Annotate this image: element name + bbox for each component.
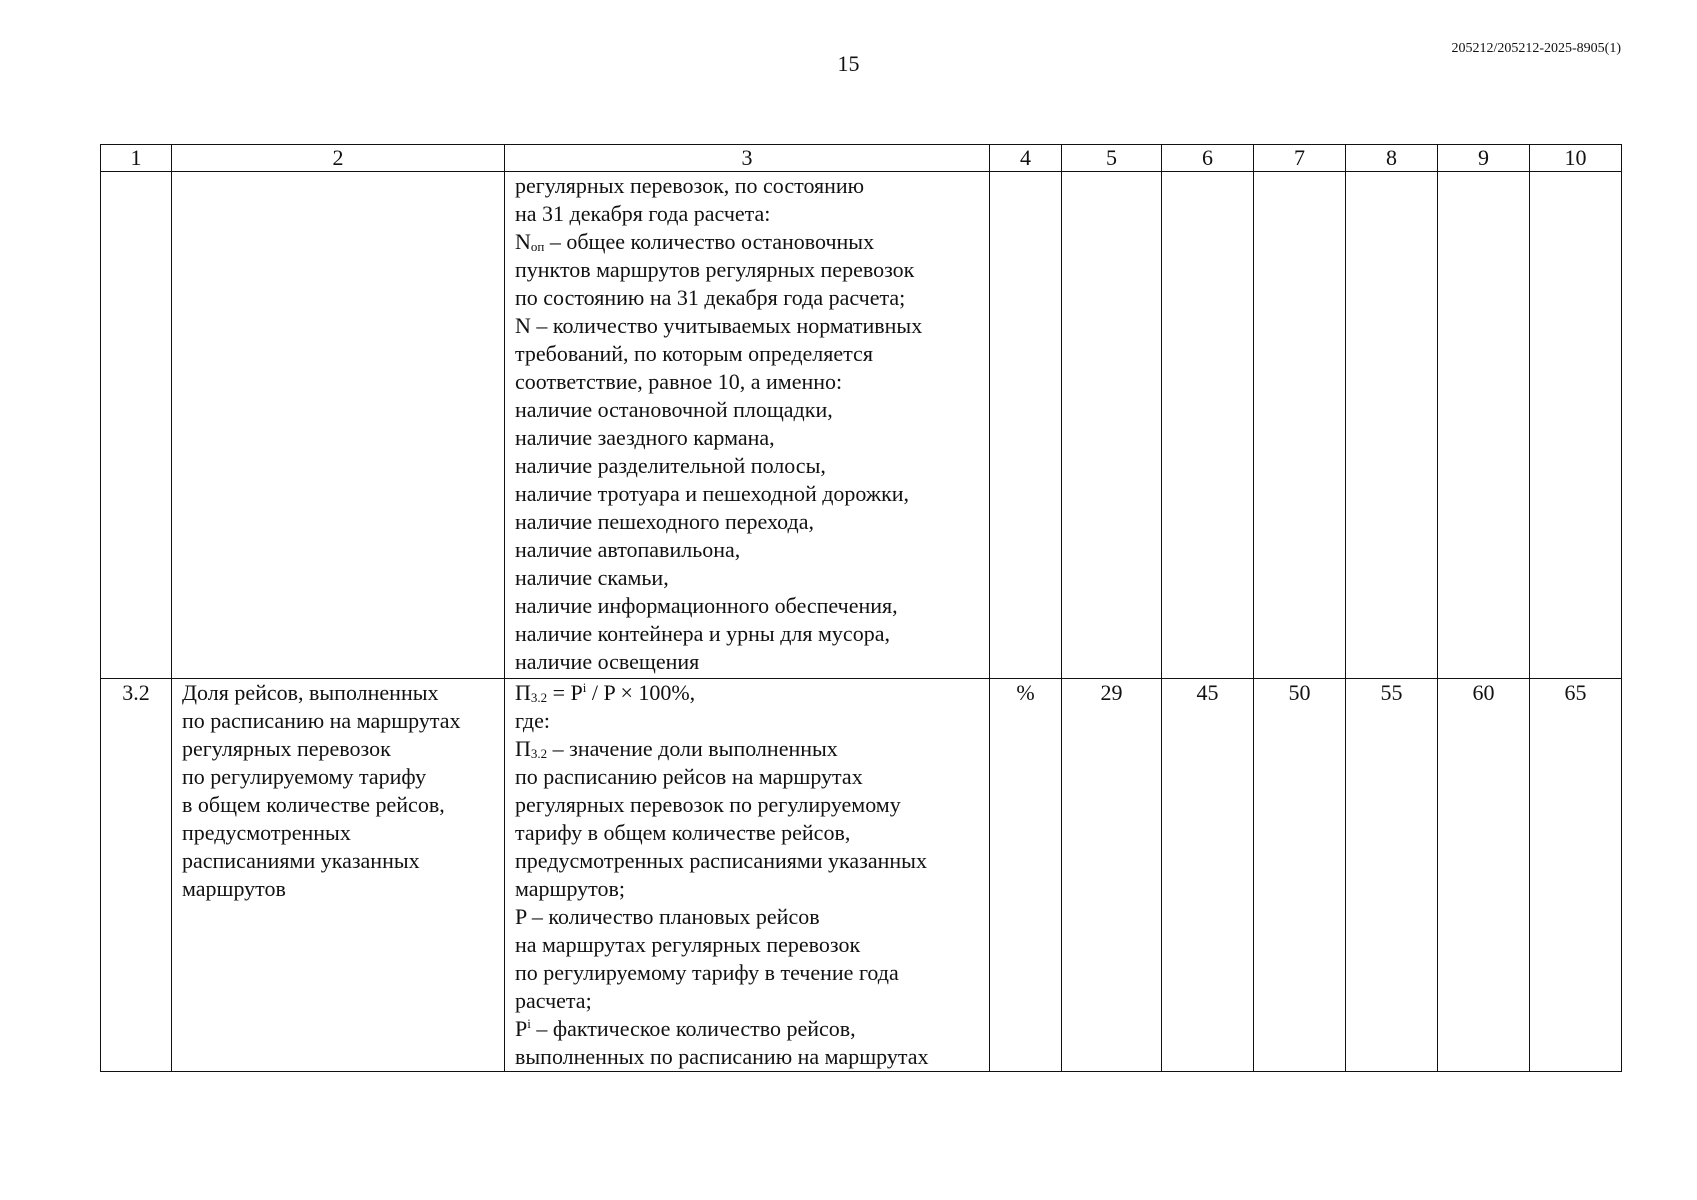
- text-line: соответствие, равное 10, а именно:: [515, 369, 843, 394]
- text-line: регулярных перевозок, по состоянию: [515, 173, 865, 198]
- column-header-4: 4: [990, 145, 1062, 172]
- row1-value-cell: [1530, 172, 1622, 679]
- text-line: по состоянию на 31 декабря года расчета;: [515, 285, 906, 310]
- row1-value-cell: [1254, 172, 1346, 679]
- row2-value-col5: 29: [1062, 679, 1162, 1072]
- text-line: наличие заездного кармана,: [515, 425, 775, 450]
- column-number-row: [101, 145, 1622, 172]
- text-line: по расписанию на маршрутах: [182, 708, 461, 733]
- row1-value-cell: [1346, 172, 1438, 679]
- formula: $П_{3.2} = P^i / P \times 100\%$,: [515, 680, 696, 705]
- text-line: по регулируемому тарифу в течение года: [515, 960, 899, 985]
- text-line: маршрутов;: [515, 876, 626, 901]
- text-line: наличие пешеходного перехода,: [515, 509, 815, 534]
- row2-number-cell: 3.2: [101, 679, 172, 1072]
- text-line: P – количество плановых рейсов: [515, 904, 820, 929]
- row1-formula-cell: [505, 172, 990, 679]
- column-header-5: 5: [1062, 145, 1162, 172]
- text-line: наличие освещения: [515, 649, 700, 674]
- text-line: пунктов маршрутов регулярных перевозок: [515, 257, 915, 282]
- text-line: наличие автопавильона,: [515, 537, 741, 562]
- indicators-table: [100, 144, 1622, 1072]
- text-line: наличие остановочной площадки,: [515, 397, 833, 422]
- row1-number-cell: [101, 172, 172, 679]
- text-line: регулярных перевозок: [182, 736, 391, 761]
- column-header-6: 6: [1162, 145, 1254, 172]
- text-line: регулярных перевозок по регулируемому: [515, 792, 901, 817]
- text-line: тарифу в общем количестве рейсов,: [515, 820, 851, 845]
- text-line: по регулируемому тарифу: [182, 764, 427, 789]
- column-header-8: 8: [1346, 145, 1438, 172]
- column-header-2: 2: [172, 145, 505, 172]
- column-header-10: 10: [1530, 145, 1622, 172]
- definition-p32: $П_{3.2}$ – значение доли выполненных: [515, 736, 838, 761]
- row2-value-col6: 45: [1162, 679, 1254, 1072]
- row2-formula-cell: [505, 679, 990, 1072]
- row2-value-col10: 65: [1530, 679, 1622, 1072]
- text-line: расчета;: [515, 988, 592, 1013]
- text-line: наличие разделительной полосы,: [515, 453, 826, 478]
- row1-name-cell: [172, 172, 505, 679]
- text-line: в общем количестве рейсов,: [182, 792, 445, 817]
- text-line: на 31 декабря года расчета:: [515, 201, 771, 226]
- text-line: наличие скамьи,: [515, 565, 669, 590]
- row1-unit-cell: [990, 172, 1062, 679]
- text-line: наличие информационного обеспечения,: [515, 593, 898, 618]
- text-line: требований, по которым определяется: [515, 341, 873, 366]
- document-id: 205212/205212-2025-8905(1): [1451, 41, 1621, 56]
- row2-unit-cell: %: [990, 679, 1062, 1072]
- column-header-9: 9: [1438, 145, 1530, 172]
- table-row-3-2: [101, 679, 1622, 1072]
- text-line: расписаниями указанных: [182, 848, 420, 873]
- text-line: на маршрутах регулярных перевозок: [515, 932, 861, 957]
- column-header-3: 3: [505, 145, 990, 172]
- text-line: предусмотренных: [182, 820, 351, 845]
- row2-value-col7: 50: [1254, 679, 1346, 1072]
- row2-name-cell: [172, 679, 505, 1072]
- definition-n-op: $N_{оп}$ – общее количество остановочных: [515, 229, 875, 254]
- text-line: наличие тротуара и пешеходной дорожки,: [515, 481, 910, 506]
- column-header-7: 7: [1254, 145, 1346, 172]
- text-line: по расписанию рейсов на маршрутах: [515, 764, 863, 789]
- text-line: предусмотренных расписаниями указанных: [515, 848, 927, 873]
- row2-value-col9: 60: [1438, 679, 1530, 1072]
- row1-value-cell: [1062, 172, 1162, 679]
- page-number: 15: [837, 51, 860, 76]
- definition-pi: $P^i$ – фактическое количество рейсов,: [515, 1016, 856, 1041]
- table-row-continuation: [101, 172, 1622, 679]
- row1-value-cell: [1162, 172, 1254, 679]
- row1-value-cell: [1438, 172, 1530, 679]
- text-line: где:: [515, 708, 550, 733]
- row2-value-col8: 55: [1346, 679, 1438, 1072]
- text-line: Доля рейсов, выполненных: [182, 680, 439, 705]
- text-line: выполненных по расписанию на маршрутах: [515, 1044, 929, 1069]
- text-line: N – количество учитываемых нормативных: [515, 313, 923, 338]
- column-header-1: 1: [101, 145, 172, 172]
- text-line: маршрутов: [182, 876, 286, 901]
- text-line: наличие контейнера и урны для мусора,: [515, 621, 890, 646]
